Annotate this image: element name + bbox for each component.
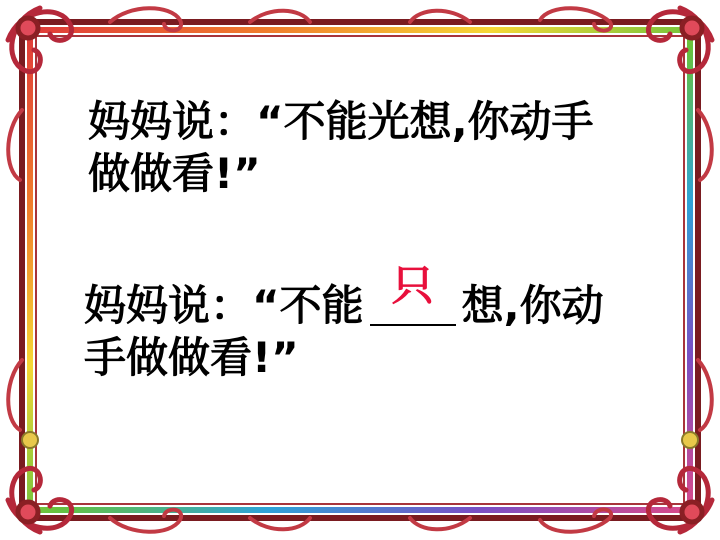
fill-in-text-after-blank: 想,你动	[461, 281, 604, 330]
original-sentence-line-2: 做做看!”	[88, 149, 261, 198]
fill-in-sentence-line-1	[84, 261, 604, 332]
fill-in-sentence	[84, 261, 604, 384]
blank-answer: 只	[391, 261, 434, 310]
blank-underline	[370, 324, 456, 326]
original-sentence-line-1: 妈妈说：“不能光想,你动手	[88, 97, 594, 146]
fill-in-text-before-blank: 妈妈说：“不能	[84, 281, 364, 330]
corner-ornament-bottom-left	[8, 468, 72, 532]
corner-ornament-bottom-right	[648, 468, 712, 532]
corner-ornament-top-right	[648, 8, 712, 72]
original-sentence	[88, 96, 594, 200]
fill-in-blank	[370, 261, 456, 332]
corner-ornament-top-left	[8, 8, 72, 72]
fill-in-sentence-line-2: 手做做看!”	[84, 333, 299, 382]
